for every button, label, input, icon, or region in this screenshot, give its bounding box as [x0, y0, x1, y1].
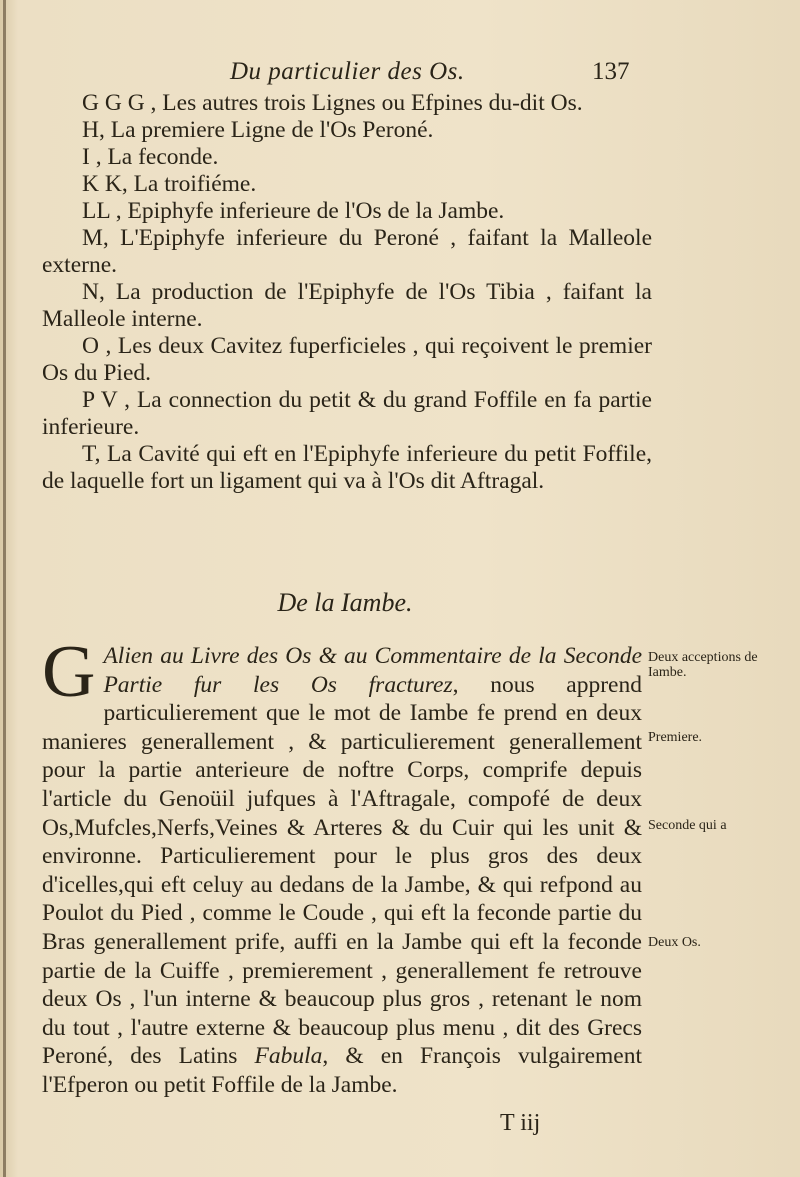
running-head: Du particulier des Os. [230, 58, 465, 85]
legend-item: H, La premiere Ligne de l'Os Peroné. [82, 117, 434, 143]
legend-item: I , La feconde. [82, 144, 219, 170]
figure-legend [42, 90, 652, 495]
italic-opening: Alien au Livre des Os & au Commentaire de la Seconde Partie fur les Os fracturez [103, 643, 642, 698]
legend-item: P V , La connection du petit & du grand Foffile en fa partie inferieure. [42, 387, 652, 440]
page-number: 137 [592, 58, 630, 85]
signature-mark: T iij [500, 1110, 541, 1136]
legend-item: LL , Epiphyfe inferieure de l'Os de la Jambe. [82, 198, 505, 224]
body-text: , nous apprend particulierement que le mot de Iambe fe prend en deux manieres generallement , & particulierement generallement pour la partie anterieure de noftre Corps, comprife depuis l'article du Genoüil jufques à l'Aftragale, compofé de deux Os,Mufcles,Nerfs,Veines & Arteres & du Cuir qui les unit & environne. Particulierement pour le plus gros des deux d'icelles,qui eft celuy au dedans de la Jambe, & qui refpond au Poulot du Pied , comme le Coude , qui eft la feconde partie du Bras generallement prife, auffi en la Jambe qui eft la feconde partie de la Cuiffe , premierement , generallement fe retrouve deux Os , l'un interne & beaucoup plus gros , retenant le nom du tout , l'autre externe & beaucoup plus menu , dit des Grecs Peroné, des Latins [42, 671, 642, 1070]
margin-note: Premiere. [648, 730, 703, 745]
legend-item: K K, La troifiéme. [82, 171, 257, 197]
margin-note: Deux Os. [648, 935, 701, 950]
margin-note: Deux acceptions de Iambe. [648, 650, 758, 680]
drop-cap: G [42, 631, 96, 713]
body-paragraph [42, 631, 642, 1100]
legend-item: N, La production de l'Epiphyfe de l'Os Tibia , faifant la Malleole interne. [42, 279, 652, 332]
legend-item: T, La Cavité qui eft en l'Epiphyfe inferieure du petit Foffile, de laquelle fort un ligament qui va à l'Os dit Aftragal. [42, 441, 652, 494]
section-title: De la Iambe. [277, 588, 413, 617]
legend-item: G G G , Les autres trois Lignes ou Efpines du-dit Os. [82, 90, 583, 116]
margin-note: Seconde qui a [648, 818, 727, 833]
body-text-end: , & en François vulgairement l'Efperon ou petit Foffile de la Jambe. [42, 1043, 642, 1098]
legend-item: M, L'Epiphyfe inferieure du Peroné , faifant la Malleole externe. [42, 225, 652, 278]
italic-term: Fabula [254, 1043, 323, 1070]
legend-item: O , Les deux Cavitez fuperficieles , qui reçoivent le premier Os du Pied. [42, 333, 652, 386]
